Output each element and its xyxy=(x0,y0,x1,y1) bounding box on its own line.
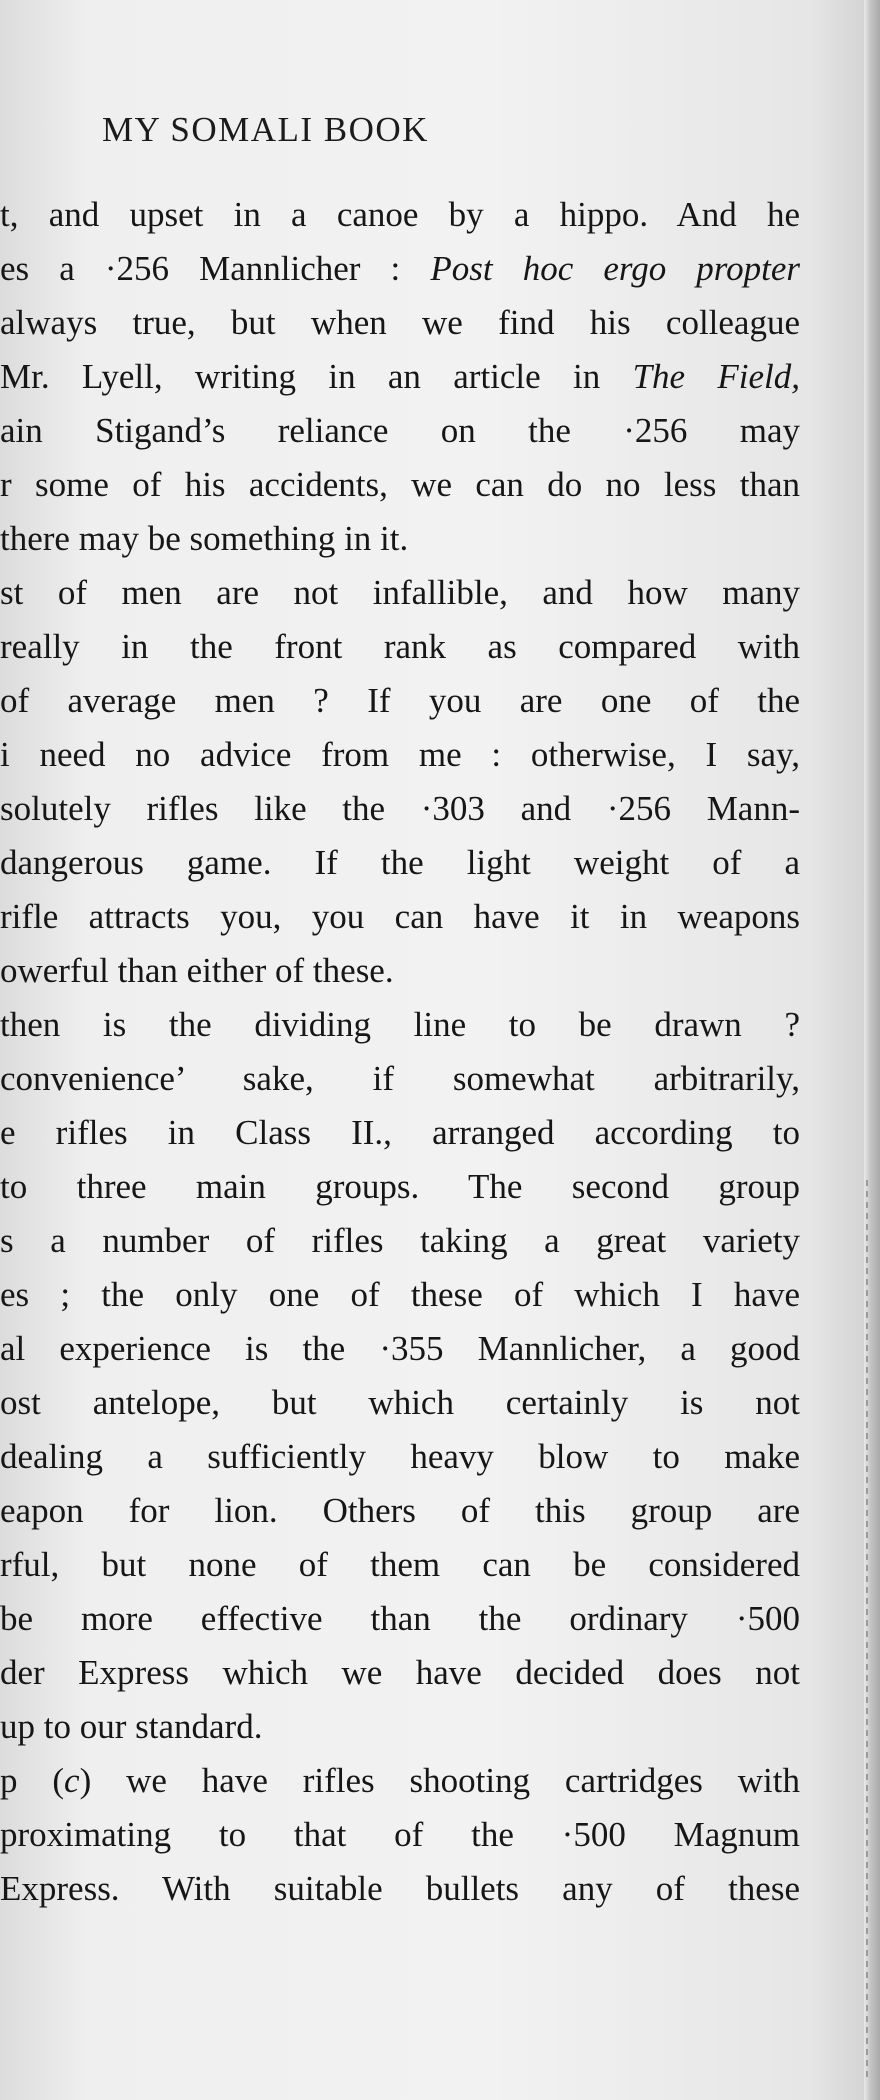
text-line: owerful than either of these. xyxy=(0,951,394,990)
text-line: up to our standard. xyxy=(0,1707,263,1746)
text-line: of average men ? If you are one of the xyxy=(0,681,800,720)
text-line: really in the front rank as compared with xyxy=(0,627,800,666)
text-line: i need no advice from me : otherwise, I say, xyxy=(0,735,800,774)
text-line: solutely rifles like the ·303 and ·256 Mann- xyxy=(0,789,800,828)
text-line: Express. With suitable bullets any of these xyxy=(0,1869,800,1908)
text-line: dealing a sufficiently heavy blow to make xyxy=(0,1437,800,1476)
text-line: ain Stigand’s reliance on the ·256 may xyxy=(0,411,800,450)
text-line: dangerous game. If the light weight of a xyxy=(0,843,800,882)
text-line: s a number of rifles taking a great variety xyxy=(0,1221,800,1260)
text-line: e rifles in Class II., arranged according to xyxy=(0,1113,800,1152)
text-line: es a ·256 Mannlicher : Post hoc ergo propter xyxy=(0,249,800,288)
text-line: der Express which we have decided does not xyxy=(0,1653,800,1692)
text-line: be more effective than the ordinary ·500 xyxy=(0,1599,800,1638)
text-line: st of men are not infallible, and how many xyxy=(0,573,800,612)
italic-phrase: Post hoc ergo propter xyxy=(430,249,800,288)
running-head: MY SOMALI BOOK xyxy=(102,110,429,149)
text-line: to three main groups. The second group xyxy=(0,1167,800,1206)
text-line: proximating to that of the ·500 Magnum xyxy=(0,1815,800,1854)
text-line: t, and upset in a canoe by a hippo. And he xyxy=(0,195,800,234)
text-line: there may be something in it. xyxy=(0,519,409,558)
text-line: then is the dividing line to be drawn ? xyxy=(0,1005,800,1044)
text-line: al experience is the ·355 Mannlicher, a good xyxy=(0,1329,800,1368)
text-line: rifle attracts you, you can have it in weapons xyxy=(0,897,800,936)
text-line: p (c) we have rifles shooting cartridges with xyxy=(0,1761,801,1800)
text-line: r some of his accidents, we can do no less than xyxy=(0,465,800,504)
body-text xyxy=(0,188,800,1916)
italic-phrase: The Field, xyxy=(632,357,800,396)
text-line: convenience’ sake, if somewhat arbitrarily, xyxy=(0,1059,800,1098)
text-line: es ; the only one of these of which I have xyxy=(0,1275,800,1314)
text-line: eapon for lion. Others of this group are xyxy=(0,1491,800,1530)
italic-letter: c xyxy=(64,1761,80,1800)
text-line: rful, but none of them can be considered xyxy=(0,1545,800,1584)
page-edge-shadow xyxy=(866,1180,868,2080)
text-line: ost antelope, but which certainly is not xyxy=(0,1383,800,1422)
text-line: Mr. Lyell, writing in an article in The Field, xyxy=(0,357,800,396)
text-line: always true, but when we find his colleague xyxy=(0,303,800,342)
